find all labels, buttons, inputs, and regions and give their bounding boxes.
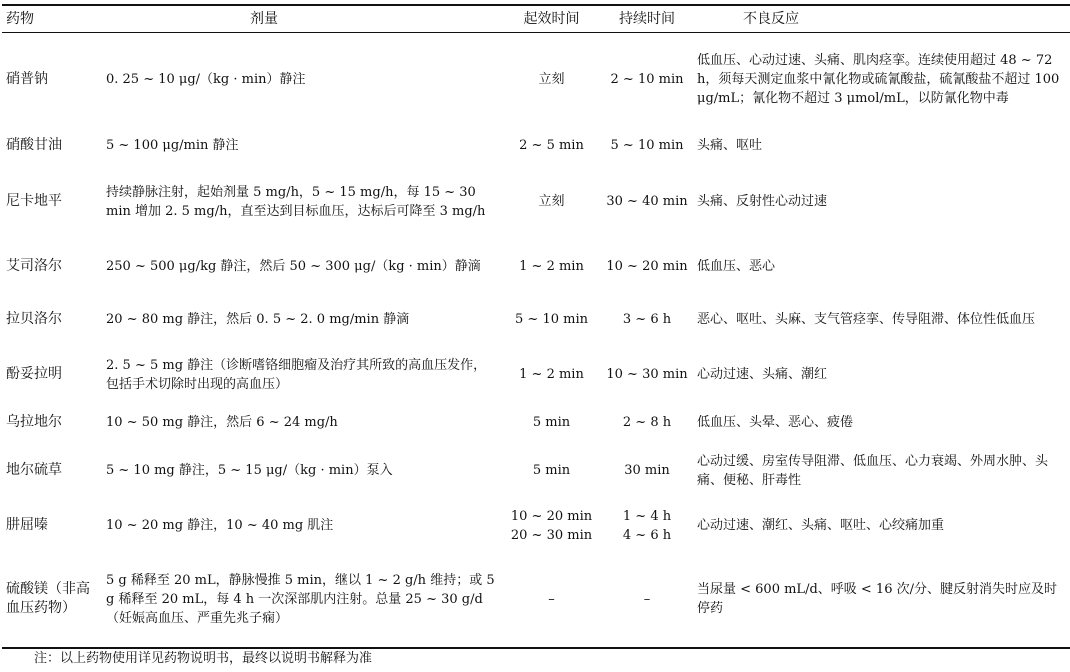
onset-cell: – — [502, 552, 601, 648]
duration-value-iv: 1 ~ 4 h — [622, 508, 672, 524]
duration-cell — [601, 500, 693, 552]
adverse-cell: 心动过缓、房室传导阻滞、低血压、心力衰竭、外周水肿、头痛、便秘、肝毒性 — [697, 453, 1049, 488]
adverse-cell: 低血压、头晕、恶心、疲倦 — [697, 415, 854, 430]
dose-cell: 5 ~ 100 μg/min 静注 — [106, 137, 239, 153]
table-row — [2, 164, 1070, 240]
table-row — [2, 404, 1070, 442]
onset-cell: 5 min — [532, 415, 571, 430]
header-adverse: 不良反应 — [693, 5, 1070, 33]
onset-value-iv: 10 ~ 20 min — [510, 508, 593, 524]
duration-cell: 2 ~ 10 min — [610, 72, 684, 88]
duration-cell: 5 ~ 10 min — [610, 137, 684, 153]
adverse-cell: 头痛、呕吐 — [697, 137, 763, 153]
table-header-row — [2, 5, 1070, 33]
header-onset: 起效时间 — [502, 5, 601, 33]
table-row — [2, 294, 1070, 346]
table-row — [2, 552, 1070, 648]
header-drug: 药物 — [2, 5, 102, 33]
onset-value-im: 20 ~ 30 min — [510, 527, 593, 543]
adverse-cell: 心动过速、潮红、头痛、呕吐、心绞痛加重 — [697, 518, 945, 533]
table-row — [2, 500, 1070, 552]
dose-cell: 250 ~ 500 μg/kg 静注，然后 50 ~ 300 μg/（kg · min）静滴 — [106, 259, 481, 274]
adverse-cell: 当尿量 < 600 mL/d、呼吸 < 16 次/分、腱反射消失时应及时停药 — [693, 552, 1070, 648]
duration-cell: 10 ~ 20 min — [606, 259, 688, 274]
dose-cell: 10 ~ 20 mg 静注，10 ~ 40 mg 肌注 — [106, 518, 334, 533]
dose-cell: 10 ~ 50 mg 静注，然后 6 ~ 24 mg/h — [106, 415, 338, 430]
duration-value-im: 4 ~ 6 h — [622, 527, 672, 543]
drug-name: 艾司洛尔 — [6, 258, 62, 274]
dose-cell: 5 ~ 10 mg 静注，5 ~ 15 μg/（kg · min）泵入 — [106, 463, 393, 478]
drug-name: 拉贝洛尔 — [6, 311, 62, 327]
table-row — [2, 33, 1070, 127]
onset-cell: 立刻 — [538, 194, 565, 209]
duration-cell: 10 ~ 30 min — [606, 367, 688, 382]
dose-cell: 2. 5 ~ 5 mg 静注（诊断嗜铬细胞瘤及治疗其所致的高血压发作，包括手术切除时出现的高血压） — [106, 357, 487, 392]
adverse-cell: 低血压、恶心 — [697, 259, 776, 274]
duration-cell: 2 ~ 8 h — [622, 415, 672, 430]
table-row — [2, 240, 1070, 294]
header-duration: 持续时间 — [601, 5, 693, 33]
duration-cell: 30 min — [624, 463, 670, 478]
drug-name: 肼屈嗪 — [6, 517, 48, 533]
drug-name: 硝酸甘油 — [6, 136, 62, 153]
drug-name: 地尔硫草 — [6, 462, 62, 478]
onset-cell: 2 ~ 5 min — [519, 137, 584, 153]
drug-name: 硫酸镁（非高血压药物） — [2, 552, 102, 648]
onset-cell: 1 ~ 2 min — [519, 259, 584, 274]
footnote: 注：以上药物使用详见药物说明书，最终以说明书解释为准 — [34, 651, 373, 666]
drug-name: 酚妥拉明 — [6, 366, 62, 382]
dose-cell: 20 ~ 80 mg 静注，然后 0. 5 ~ 2. 0 mg/min 静滴 — [106, 312, 410, 327]
dose-cell: 0. 25 ~ 10 μg/（kg · min）静注 — [106, 72, 306, 88]
onset-cell: 立刻 — [538, 72, 565, 88]
onset-cell: 5 min — [532, 463, 571, 478]
table-row — [2, 346, 1070, 404]
adverse-cell: 心动过速、头痛、潮红 — [697, 367, 828, 382]
dose-cell: 5 g 稀释至 20 mL，静脉慢推 5 min，继以 1 ~ 2 g/h 维持；或 5 g 稀释至 20 mL，每 4 h 一次深部肌内注射。总量 25 ~ 30 g/d（妊娠高血压、严重先兆子痫） — [102, 552, 502, 648]
header-dose: 剂量 — [102, 5, 502, 33]
adverse-cell: 头痛、反射性心动过速 — [697, 194, 828, 209]
drug-name: 硝普钠 — [6, 71, 48, 88]
onset-cell: 5 ~ 10 min — [515, 312, 588, 327]
drug-name: 尼卡地平 — [6, 193, 62, 209]
duration-cell: 30 ~ 40 min — [606, 194, 688, 209]
table-row — [2, 127, 1070, 164]
drug-dosage-table — [2, 4, 1070, 649]
drug-name: 乌拉地尔 — [6, 414, 62, 430]
dose-cell: 持续静脉注射，起始剂量 5 mg/h，5 ~ 15 mg/h，每 15 ~ 30 min 增加 2. 5 mg/h，直至达到目标血压，达标后可降至 3 mg/h — [106, 184, 486, 219]
duration-cell: – — [601, 552, 693, 648]
onset-cell — [502, 500, 601, 552]
adverse-cell: 恶心、呕吐、头麻、支气管痉挛、传导阻滞、体位性低血压 — [697, 312, 1036, 327]
table-row — [2, 442, 1070, 500]
adverse-cell: 低血压、心动过速、头痛、肌肉痉挛。连续使用超过 48 ~ 72 h，须每天测定血浆中氰化物或硫氰酸盐，硫氰酸盐不超过 100 μg/mL；氰化物不超过 3 μmol/mL，以防氰化物中毒 — [697, 53, 1060, 107]
duration-cell: 3 ~ 6 h — [622, 312, 672, 327]
onset-cell: 1 ~ 2 min — [519, 367, 584, 382]
